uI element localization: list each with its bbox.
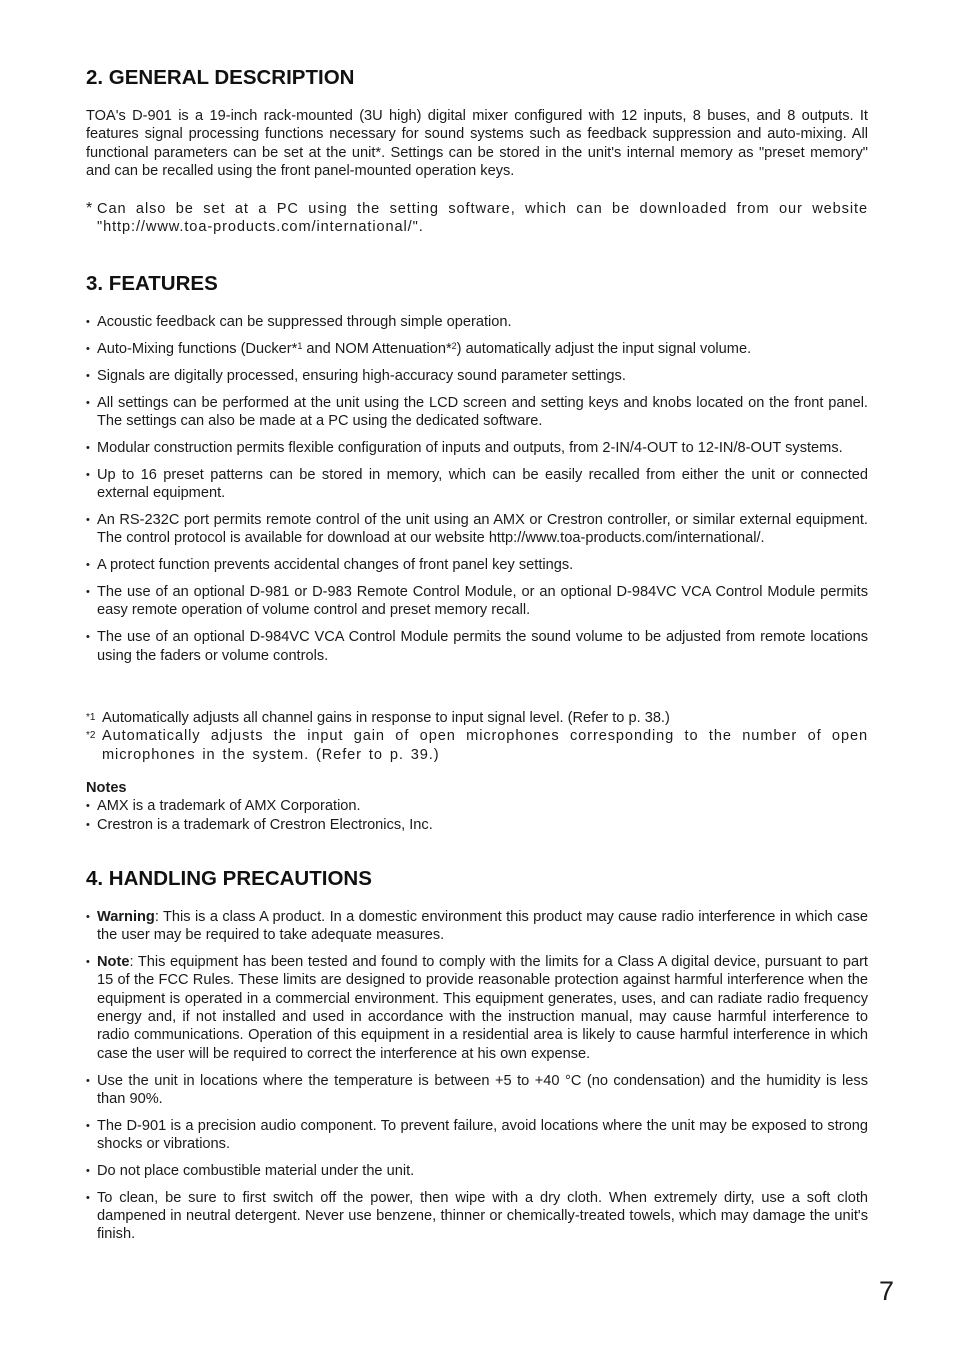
list-item: • An RS-232C port permits remote control of the unit using an AMX or Crestron controller, or similar external equipment. The control protocol is available for download at our website http://www.toa-products.com/international/. xyxy=(86,511,868,548)
footnote-1: *1 Automatically adjusts all channel gains in response to input signal level. (Refer to p. 38.) xyxy=(86,710,670,726)
list-item: • The use of an optional D-981 or D-983 Remote Control Module, or an optional D-984VC VCA Control Module permits easy remote operation of volume control and preset memory recall. xyxy=(86,583,868,620)
list-item: • Acoustic feedback can be suppressed through simple operation. xyxy=(86,313,868,331)
section-title-general-description: 2. GENERAL DESCRIPTION xyxy=(86,66,355,89)
list-item: • The D-901 is a precision audio component. To prevent failure, avoid locations where the unit may be exposed to strong shocks or vibrations. xyxy=(86,1117,868,1154)
list-item-warning: • Warning: This is a class A product. In a domestic environment this product may cause radio interference in which case the user may be required to take adequate measures. xyxy=(86,908,868,945)
footnote-text: Can also be set at a PC using the setting software, which can be downloaded from our website "http://www.toa-products.com/international/". xyxy=(97,201,868,236)
features-list xyxy=(86,313,868,673)
list-item: • Up to 16 preset patterns can be stored in memory, which can be easily recalled from either the unit or connected external equipment. xyxy=(86,466,868,503)
features-footnotes xyxy=(86,709,868,764)
note-label: Note xyxy=(97,954,130,971)
list-item: • Crestron is a trademark of Crestron Electronics, Inc. xyxy=(86,816,868,834)
notes-heading: Notes xyxy=(86,780,127,796)
list-item: • Modular construction permits flexible configuration of inputs and outputs, from 2-IN/4-OUT to 12-IN/8-OUT systems. xyxy=(86,439,868,457)
section-title-handling-precautions: 4. HANDLING PRECAUTIONS xyxy=(86,867,372,890)
footnote-2: *2 Automatically adjusts the input gain of open microphones corresponding to the number of open microphones in the system. (Refer to p. 39.) xyxy=(86,728,868,763)
list-item: • The use of an optional D-984VC VCA Control Module permits the sound volume to be adjusted from remote locations using the faders or volume controls. xyxy=(86,628,868,665)
general-description-footnote xyxy=(86,200,868,237)
list-item-automixing: • Auto-Mixing functions (Ducker*$^1$ and NOM Attenuation*$^2$) automatically adjust the input signal volume. xyxy=(86,340,868,358)
section-title-features: 3. FEATURES xyxy=(86,272,218,295)
list-item: • AMX is a trademark of AMX Corporation. xyxy=(86,797,868,815)
page-number: 7 xyxy=(878,1276,894,1306)
footnote-mark: * xyxy=(86,200,93,217)
handling-list xyxy=(86,908,868,1252)
notes-block xyxy=(86,779,868,834)
list-item-note: • Note: This equipment has been tested and found to comply with the limits for a Class A digital device, pursuant to part 15 of the FCC Rules. These limits are designed to provide reasonable protection against harmful interference when the equipment is operated in a commercial environment. This equipment generates, uses, and can radiate radio frequency energy and, if not installed and used in accordance with the instruction manual, may cause harmful interference to radio communications. Operation of this equipment in a residential area is likely to cause harmful interference in which case the user will be required to correct the interference at his own expense. xyxy=(86,953,868,1063)
list-item: • Do not place combustible material under the unit. xyxy=(86,1162,868,1180)
list-item: • A protect function prevents accidental changes of front panel key settings. xyxy=(86,556,868,574)
list-item: • To clean, be sure to first switch off the power, then wipe with a dry cloth. When extremely dirty, use a soft cloth dampened in neutral detergent. Never use benzene, thinner or chemically-treated towels, which may damage the unit's finish. xyxy=(86,1189,868,1244)
general-description-body: TOA's D-901 is a 19-inch rack-mounted (3U high) digital mixer configured with 12 inputs, 8 buses, and 8 outputs. It features signal processing functions necessary for sound systems such as feedback suppression and auto-mixing. All functional parameters can be set at the unit*. Settings can be stored in the unit's internal memory as "preset memory" and can be recalled using the front panel-mounted operation keys. xyxy=(86,108,868,179)
list-item: • Signals are digitally processed, ensuring high-accuracy sound parameter settings. xyxy=(86,367,868,385)
list-item: • All settings can be performed at the unit using the LCD screen and setting keys and knobs located on the front panel. The settings can also be made at a PC using the dedicated software. xyxy=(86,394,868,431)
list-item: • Use the unit in locations where the temperature is between +5 to +40 °C (no condensation) and the humidity is less than 90%. xyxy=(86,1072,868,1109)
notes-list xyxy=(86,797,868,834)
warning-label: Warning xyxy=(97,909,155,925)
